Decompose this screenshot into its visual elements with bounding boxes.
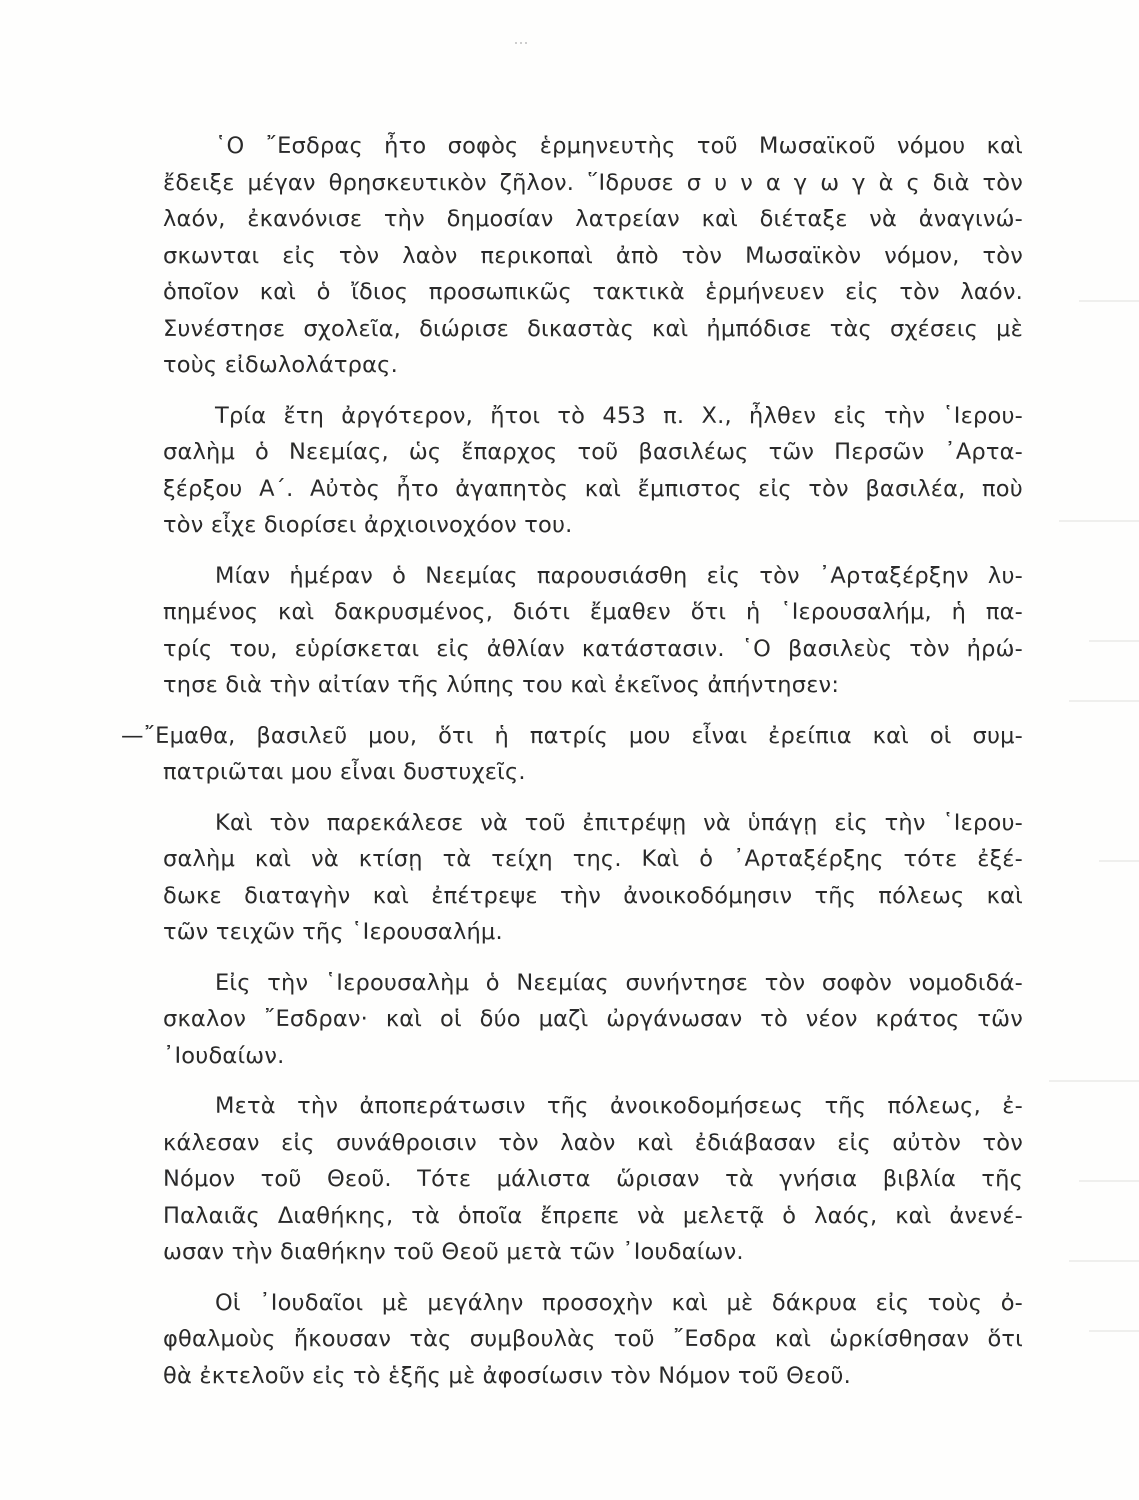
text-line: ῾Ο ῎Εσδρας ἦτο σοφὸς ἑρμηνευτὴς τοῦ Μωσαϊκοῦ νόμου καὶ xyxy=(215,133,1023,159)
paragraph-nehemiah-arrival xyxy=(163,398,1023,544)
paragraph-permission xyxy=(163,805,1023,951)
text-line: ωσαν τὴν διαθήκην τοῦ Θεοῦ μετὰ τῶν ᾿Ιουδαίων. xyxy=(163,1239,744,1265)
text-line: πατριῶται μου εἶναι δυστυχεῖς. xyxy=(163,759,526,785)
text-line: Νόμον τοῦ Θεοῦ. Τότε μάλιστα ὥρισαν τὰ γνήσια βιβλία τῆς xyxy=(163,1166,1023,1192)
paragraph-nehemiah-sorrow xyxy=(163,558,1023,704)
text-line: τὸν εἶχε διορίσει ἀρχιοινοχόον του. xyxy=(163,512,573,538)
text-line: τῶν τειχῶν τῆς ῾Ιερουσαλήμ. xyxy=(163,919,503,945)
text-line: Μίαν ἡμέραν ὁ Νεεμίας παρουσιάσθη εἰς τὸν ᾿Αρταξέρξην λυ- xyxy=(215,562,1023,589)
paragraph-spacer xyxy=(163,1074,1023,1088)
paragraph-assembly xyxy=(163,1088,1023,1271)
text-line: ἔδειξε μέγαν θρησκευτικὸν ζῆλον. ῞Ιδρυσε σ υ ν α γ ω γ ὰ ς διὰ τὸν xyxy=(163,169,1023,196)
text-line: Παλαιᾶς Διαθήκης, τὰ ὁποῖα ἔπρεπε νὰ μελετᾷ ὁ λαός, καὶ ἀνενέ- xyxy=(163,1202,1023,1229)
top-margin-specks xyxy=(515,42,529,46)
text-line: φθαλμοὺς ἤκουσαν τὰς συμβουλὰς τοῦ ῎Εσδρα καὶ ὡρκίσθησαν ὅτι xyxy=(163,1326,1023,1352)
text-line: λαόν, ἐκανόνισε τὴν δημοσίαν λατρείαν καὶ διέταξε νὰ ἀναγινώ- xyxy=(163,206,1023,232)
paragraph-spacer xyxy=(163,951,1023,965)
paragraph-meeting xyxy=(163,965,1023,1075)
text-line: τησε διὰ τὴν αἰτίαν τῆς λύπης του καὶ ἐκεῖνος ἀπήντησεν: xyxy=(163,672,840,698)
text-line: Τρία ἔτη ἀργότερον, ἤτοι τὸ 453 π. Χ., ἦλθεν εἰς τὴν ῾Ιερου- xyxy=(215,402,1023,429)
text-line: Καὶ τὸν παρεκάλεσε νὰ τοῦ ἐπιτρέψῃ νὰ ὑπάγῃ εἰς τὴν ῾Ιερου- xyxy=(215,809,1023,836)
right-margin-bleed xyxy=(1009,0,1139,1500)
text-line: πημένος καὶ δακρυσμένος, διότι ἔμαθεν ὅτι ἡ ῾Ιερουσαλήμ, ἡ πα- xyxy=(163,599,1023,625)
text-line: σκωνται εἰς τὸν λαὸν περικοπαὶ ἀπὸ τὸν Μωσαϊκὸν νόμον, τὸν xyxy=(163,242,1023,269)
text-line: σαλὴμ ὁ Νεεμίας, ὡς ἔπαρχος τοῦ βασιλέως τῶν Περσῶν ᾿Αρτα- xyxy=(163,439,1023,465)
text-line: Συνέστησε σχολεῖα, διώρισε δικαστὰς καὶ ἠμπόδισε τὰς σχέσεις μὲ xyxy=(163,315,1023,342)
text-line: Εἰς τὴν ῾Ιερουσαλὴμ ὁ Νεεμίας συνήντησε τὸν σοφὸν νομοδιδά- xyxy=(215,969,1023,996)
text-line: ᾿Ιουδαίων. xyxy=(163,1042,285,1069)
paragraph-spacer xyxy=(163,544,1023,558)
paragraph-spacer xyxy=(163,704,1023,718)
text-line: σκαλον ῎Εσδραν· καὶ οἱ δύο μαζὶ ὠργάνωσαν τὸ νέον κράτος τῶν xyxy=(163,1006,1023,1032)
text-line: Οἱ ᾿Ιουδαῖοι μὲ μεγάλην προσοχὴν καὶ μὲ δάκρυα εἰς τοὺς ὀ- xyxy=(215,1289,1023,1316)
text-line: Μετὰ τὴν ἀποπεράτωσιν τῆς ἀνοικοδομήσεως τῆς πόλεως, ἐ- xyxy=(215,1093,1023,1119)
text-line: δωκε διαταγὴν καὶ ἐπέτρεψε τὴν ἀνοικοδόμησιν τῆς πόλεως καὶ xyxy=(163,882,1023,909)
text-line: ξέρξου Α΄. Αὐτὸς ἦτο ἀγαπητὸς καὶ ἔμπιστος εἰς τὸν βασιλέα, ποὺ xyxy=(163,475,1023,502)
paragraph-dialogue xyxy=(121,718,1023,791)
text-line: τρίς του, εὑρίσκεται εἰς ἀθλίαν κατάστασιν. ῾Ο βασιλεὺς τὸν ἠρώ- xyxy=(163,635,1023,662)
paragraph-ezra xyxy=(163,128,1023,384)
body-text xyxy=(121,128,1023,1394)
text-line: θὰ ἐκτελοῦν εἰς τὸ ἑξῆς μὲ ἀφοσίωσιν τὸν Νόμον τοῦ Θεοῦ. xyxy=(163,1362,851,1389)
paragraph-spacer xyxy=(163,1271,1023,1285)
text-line: ὁποῖον καὶ ὁ ἴδιος προσωπικῶς τακτικὰ ἑρμήνευεν εἰς τὸν λαόν. xyxy=(163,279,1023,305)
text-line: κάλεσαν εἰς συνάθροισιν τὸν λαὸν καὶ ἐδιάβασαν εἰς αὐτὸν τὸν xyxy=(163,1129,1023,1156)
text-line: τοὺς εἰδωλολάτρας. xyxy=(163,352,398,378)
text-line: σαλὴμ καὶ νὰ κτίσῃ τὰ τείχη της. Καὶ ὁ ᾿Αρταξέρξης τότε ἐξέ- xyxy=(163,846,1023,872)
paragraph-spacer xyxy=(163,791,1023,805)
paragraph-oath xyxy=(163,1285,1023,1395)
text-line: —῎Εμαθα, βασιλεῦ μου, ὅτι ἡ πατρίς μου εἶναι ἐρείπια καὶ οἱ συμ- xyxy=(121,722,1023,749)
paragraph-spacer xyxy=(163,384,1023,398)
